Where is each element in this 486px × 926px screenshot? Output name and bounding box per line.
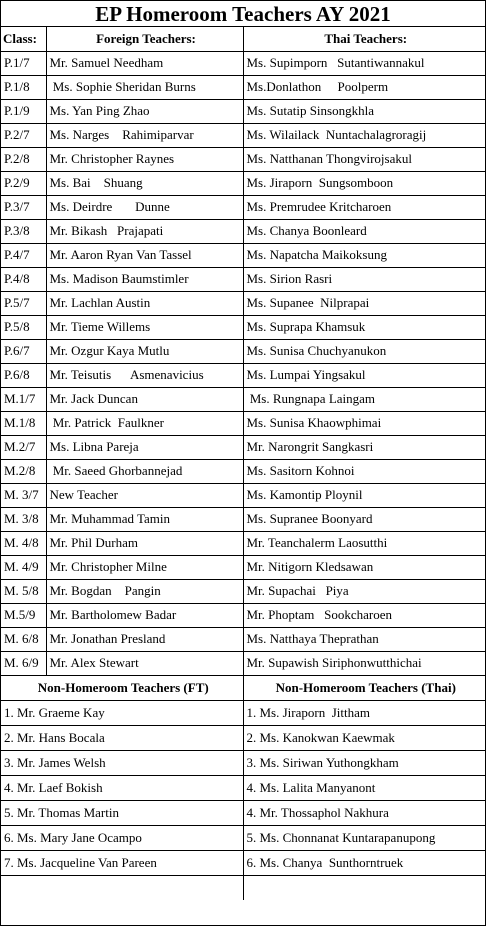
non-homeroom-thai-cell: 6. Ms. Chanya Sunthorntruek [243,851,485,876]
thai-cell: Ms. Premrudee Kritcharoen [243,195,485,219]
non-homeroom-ft-cell: 3. Mr. James Welsh [1,751,243,776]
foreign-cell: Ms. Libna Pareja [46,435,243,459]
table-row [1,555,485,579]
thai-cell: Ms. Wilailack Nuntachalagroragij [243,123,485,147]
non-homeroom-ft-cell: 7. Ms. Jacqueline Van Pareen [1,851,243,876]
thai-cell: Ms. Sirion Rasri [243,267,485,291]
thai-cell: Ms. Supanee Nilprapai [243,291,485,315]
non-homeroom-ft-cell: 1. Mr. Graeme Kay [1,701,243,726]
foreign-cell: Mr. Christopher Raynes [46,147,243,171]
table-row [1,387,485,411]
table-row [1,603,485,627]
foreign-cell: Ms. Madison Baumstimler [46,267,243,291]
header-row [1,27,485,51]
foreign-cell: Ms. Sophie Sheridan Burns [46,75,243,99]
foreign-cell: Mr. Patrick Faulkner [46,411,243,435]
class-cell: P.4/7 [1,243,46,267]
class-cell: M. 3/8 [1,507,46,531]
table-row [1,99,485,123]
thai-cell: Ms. Supimporn Sutantiwannakul [243,51,485,75]
table-row [1,851,485,876]
foreign-cell: Mr. Alex Stewart [46,651,243,675]
table-row [1,123,485,147]
foreign-cell: Mr. Jonathan Presland [46,627,243,651]
class-cell: P.1/8 [1,75,46,99]
foreign-header: Foreign Teachers: [46,27,243,51]
table-row [1,339,485,363]
thai-cell: Ms. Kamontip Ploynil [243,483,485,507]
non-homeroom-thai-cell: 2. Ms. Kanokwan Kaewmak [243,726,485,751]
table-row [1,726,485,751]
thai-cell: Mr. Supachai Piya [243,579,485,603]
class-cell: P.2/7 [1,123,46,147]
blank-cell [243,876,485,900]
table-row [1,315,485,339]
non-homeroom-thai-cell: 4. Mr. Thossaphol Nakhura [243,801,485,826]
foreign-cell: Mr. Jack Duncan [46,387,243,411]
class-cell: P.2/9 [1,171,46,195]
table-row [1,411,485,435]
table-row [1,171,485,195]
blank-cell [1,876,243,900]
thai-cell: Ms. Suprapa Khamsuk [243,315,485,339]
table-row [1,483,485,507]
class-cell: P.1/7 [1,51,46,75]
table-row [1,459,485,483]
table-row [1,531,485,555]
class-header: Class: [1,27,46,51]
class-cell: M.2/8 [1,459,46,483]
thai-cell: Ms. Supranee Boonyard [243,507,485,531]
table-row [1,243,485,267]
foreign-cell: Mr. Aaron Ryan Van Tassel [46,243,243,267]
foreign-cell: Mr. Ozgur Kaya Mutlu [46,339,243,363]
table-row [1,701,485,726]
thai-cell: Ms. Sunisa Khaowphimai [243,411,485,435]
table-row [1,651,485,675]
foreign-cell: Mr. Tieme Willems [46,315,243,339]
page-title: EP Homeroom Teachers AY 2021 [1,1,485,27]
table-row [1,579,485,603]
non-homeroom-thai-header: Non-Homeroom Teachers (Thai) [243,676,485,701]
foreign-cell: Mr. Bogdan Pangin [46,579,243,603]
foreign-cell: Ms. Yan Ping Zhao [46,99,243,123]
table-row [1,267,485,291]
non-homeroom-thai-cell: 4. Ms. Lalita Manyanont [243,776,485,801]
non-homeroom-ft-cell: 6. Ms. Mary Jane Ocampo [1,826,243,851]
foreign-cell: Mr. Samuel Needham [46,51,243,75]
homeroom-table [1,27,485,676]
foreign-cell: Mr. Muhammad Tamin [46,507,243,531]
thai-cell: Ms. Sasitorn Kohnoi [243,459,485,483]
thai-cell: Ms. Natthanan Thongvirojsakul [243,147,485,171]
table-row [1,147,485,171]
class-cell: P.5/7 [1,291,46,315]
class-cell: P.2/8 [1,147,46,171]
non-homeroom-ft-cell: 2. Mr. Hans Bocala [1,726,243,751]
class-cell: P.3/7 [1,195,46,219]
thai-cell: Ms. Rungnapa Laingam [243,387,485,411]
class-cell: M. 5/8 [1,579,46,603]
class-cell: P.6/7 [1,339,46,363]
class-cell: M. 6/9 [1,651,46,675]
table-row [1,627,485,651]
non-homeroom-ft-cell: 4. Mr. Laef Bokish [1,776,243,801]
class-cell: M.1/7 [1,387,46,411]
non-homeroom-thai-cell: 1. Ms. Jiraporn Jittham [243,701,485,726]
thai-cell: Ms. Napatcha Maikoksung [243,243,485,267]
class-cell: M. 4/9 [1,555,46,579]
table-row [1,51,485,75]
table-row [1,435,485,459]
class-cell: M. 6/8 [1,627,46,651]
table-row [1,751,485,776]
foreign-cell: New Teacher [46,483,243,507]
table-row [1,75,485,99]
class-cell: M.2/7 [1,435,46,459]
thai-header: Thai Teachers: [243,27,485,51]
table-row [1,507,485,531]
table-row [1,219,485,243]
thai-cell: Mr. Supawish Siriphonwutthichai [243,651,485,675]
class-cell: P.1/9 [1,99,46,123]
foreign-cell: Mr. Bikash Prajapati [46,219,243,243]
thai-cell: Ms. Sutatip Sinsongkhla [243,99,485,123]
thai-cell: Mr. Phoptam Sookcharoen [243,603,485,627]
non-homeroom-thai-cell: 5. Ms. Chonnanat Kuntarapanupong [243,826,485,851]
blank-row [1,876,485,900]
non-homeroom-ft-header: Non-Homeroom Teachers (FT) [1,676,243,701]
table-row [1,291,485,315]
thai-cell: Mr. Teanchalerm Laosutthi [243,531,485,555]
class-cell: P.3/8 [1,219,46,243]
thai-cell: Mr. Narongrit Sangkasri [243,435,485,459]
class-cell: P.4/8 [1,267,46,291]
non-homeroom-table [1,676,485,900]
class-cell: M.1/8 [1,411,46,435]
thai-cell: Ms.Donlathon Poolperm [243,75,485,99]
thai-cell: Ms. Chanya Boonleard [243,219,485,243]
foreign-cell: Mr. Teisutis Asmenavicius [46,363,243,387]
foreign-cell: Mr. Christopher Milne [46,555,243,579]
foreign-cell: Ms. Bai Shuang [46,171,243,195]
thai-cell: Ms. Jiraporn Sungsomboon [243,171,485,195]
foreign-cell: Ms. Deirdre Dunne [46,195,243,219]
thai-cell: Mr. Nitigorn Kledsawan [243,555,485,579]
non-homeroom-thai-cell: 3. Ms. Siriwan Yuthongkham [243,751,485,776]
table-row [1,826,485,851]
foreign-cell: Mr. Saeed Ghorbannejad [46,459,243,483]
table-row [1,801,485,826]
thai-cell: Ms. Sunisa Chuchyanukon [243,339,485,363]
table-row [1,195,485,219]
table-row [1,363,485,387]
class-cell: M. 4/8 [1,531,46,555]
non-homeroom-ft-cell: 5. Mr. Thomas Martin [1,801,243,826]
class-cell: P.5/8 [1,315,46,339]
thai-cell: Ms. Lumpai Yingsakul [243,363,485,387]
foreign-cell: Ms. Narges Rahimiparvar [46,123,243,147]
class-cell: P.6/8 [1,363,46,387]
foreign-cell: Mr. Lachlan Austin [46,291,243,315]
foreign-cell: Mr. Phil Durham [46,531,243,555]
non-homeroom-header-row [1,676,485,701]
foreign-cell: Mr. Bartholomew Badar [46,603,243,627]
thai-cell: Ms. Natthaya Theprathan [243,627,485,651]
class-cell: M. 3/7 [1,483,46,507]
table-row [1,776,485,801]
class-cell: M.5/9 [1,603,46,627]
